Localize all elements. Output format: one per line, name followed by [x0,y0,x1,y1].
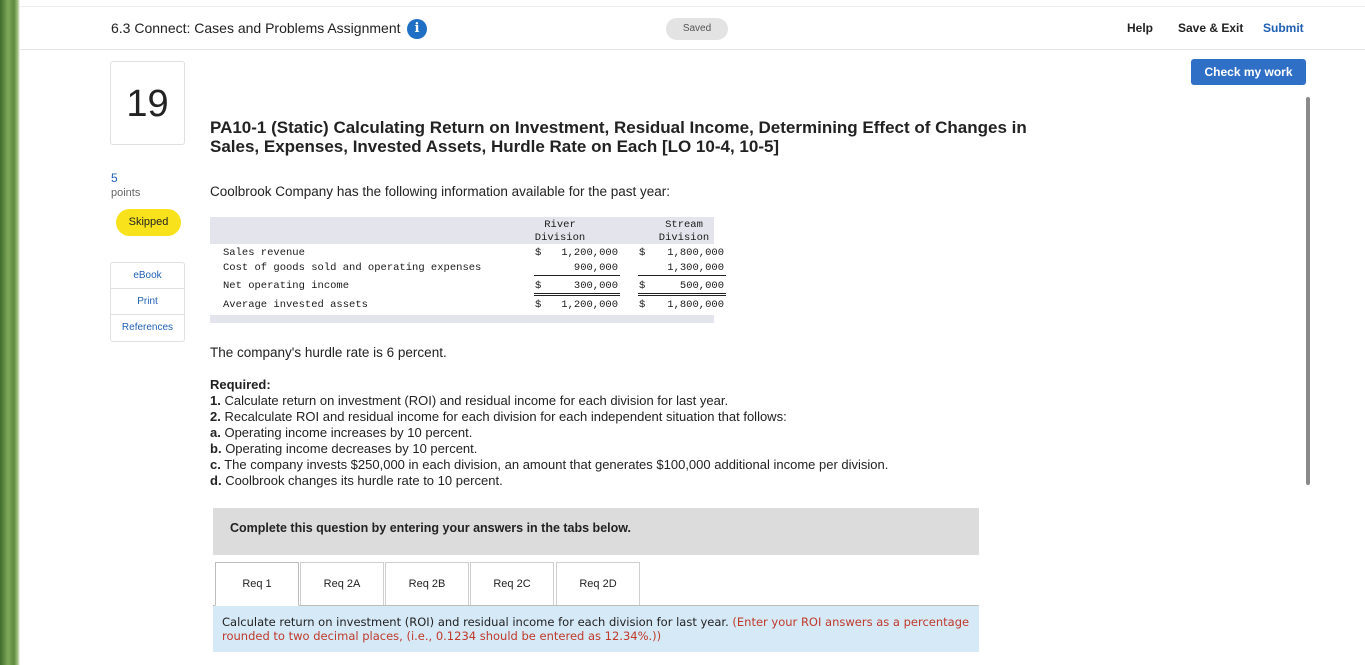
print-link[interactable]: Print [111,289,184,315]
status-badge: Skipped [116,209,181,236]
required-item: c. The company invests $250,000 in each division, an amount that generates $100,000 additional income per division. [210,457,889,472]
row-label: Cost of goods sold and operating expenses [223,262,482,274]
submit-link[interactable]: Submit [1263,21,1304,35]
table-cell: 1,200,000 [561,299,618,311]
table-cell: 500,000 [679,280,724,292]
scrollbar[interactable] [1306,97,1310,485]
table-cell: 900,000 [573,262,618,274]
saved-status: Saved [666,18,728,40]
points-label: points [111,187,141,199]
tab-req-2a[interactable]: Req 2A [300,562,384,605]
table-cell: 1,300,000 [667,262,724,274]
required-item: 1. Calculate return on investment (ROI) and residual income for each division for last year. [210,393,729,408]
table-cell: 1,800,000 [667,299,724,311]
tab-req-2b[interactable]: Req 2B [385,562,469,605]
tab-req-2d[interactable]: Req 2D [556,562,640,605]
table-cell: 1,200,000 [561,247,618,259]
required-section [210,377,1010,489]
row-label: Average invested assets [223,299,368,311]
required-item: a. Operating income increases by 10 percent. [210,425,473,440]
ebook-link[interactable]: eBook [111,263,184,289]
total-rule [534,293,620,294]
question-intro: Coolbrook Company has the following information available for the past year: [210,184,671,199]
save-exit-link[interactable]: Save & Exit [1178,21,1244,35]
tabs-instruction-panel: Complete this question by entering your answers in the tabs below. [213,508,979,555]
dollar-sign: $ [639,299,646,311]
points-value: 5 [111,171,118,185]
question-title: PA10-1 (Static) Calculating Return on Investment, Residual Income, Determining Effect of Changes in Sales, Expenses, Invested Assets, Hurdle Rate on Each [LO 10-4, 10-5] [210,118,1027,156]
top-bar [20,6,1365,50]
required-item: b. Operating income decreases by 10 percent. [210,441,478,456]
check-my-work-button[interactable]: Check my work [1191,59,1306,85]
help-link[interactable]: Help [1127,21,1154,35]
required-item: 2. Recalculate ROI and residual income for each division for each independent situation that follows: [210,409,787,424]
instruction-main: Calculate return on investment (ROI) and residual income for each division for last year. [222,615,729,629]
table-cell: 1,800,000 [667,247,724,259]
tab-req-2c[interactable]: Req 2C [470,562,554,605]
instruction-note: (Enter your ROI answers as a percentage rounded to two decimal places, (i.e., 0.1234 should be entered as 12.34%.)) [222,615,970,643]
assignment-frame [20,0,1365,665]
financial-table [210,217,724,323]
dollar-sign: $ [535,280,542,292]
required-heading: Required: [210,377,271,392]
row-label: Sales revenue [223,247,305,259]
column-header-river: River Division [534,219,586,244]
tab-instruction [213,606,979,652]
references-link[interactable]: References [121,322,174,333]
info-icon[interactable]: i [407,19,427,39]
dollar-sign: $ [639,247,646,259]
column-header-stream: Stream Division [658,219,710,244]
tab-req-1[interactable]: Req 1 [215,562,299,606]
total-rule [534,295,620,296]
hurdle-rate-text: The company's hurdle rate is 6 percent. [210,345,447,360]
table-cell: 300,000 [573,280,618,292]
total-rule [638,293,726,294]
resource-links [110,262,185,342]
dollar-sign: $ [535,247,542,259]
dollar-sign: $ [535,299,542,311]
dollar-sign: $ [639,280,646,292]
table-footer-bg [210,315,714,323]
total-rule [638,295,726,296]
row-label: Net operating income [223,280,350,292]
assignment-title: 6.3 Connect: Cases and Problems Assignment [111,20,401,36]
required-item: d. Coolbrook changes its hurdle rate to 10 percent. [210,473,503,488]
question-number: 19 [110,61,185,145]
subtotal-rule [638,275,726,276]
subtotal-rule [534,275,620,276]
table-header-bg [210,217,714,244]
